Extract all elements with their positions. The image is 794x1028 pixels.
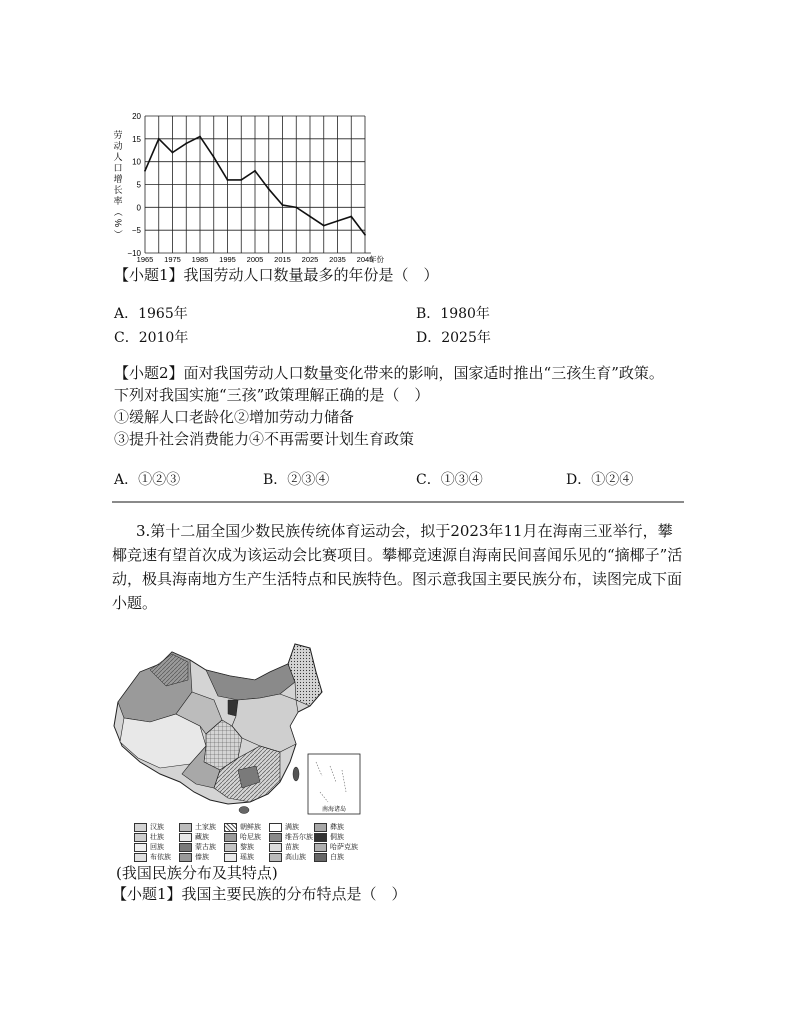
ethnic-map-svg xyxy=(110,642,372,817)
data-point xyxy=(309,216,311,218)
y-axis-label-char: 人 xyxy=(113,152,123,162)
y-axis-label-char: 劳 xyxy=(113,130,123,140)
legend-item xyxy=(314,822,344,832)
legend-label: 黎族 xyxy=(240,844,254,851)
x-tick-label: 1965 xyxy=(136,255,154,264)
legend-label: 维吾尔族 xyxy=(285,834,313,841)
inset-label: 南海诸岛 xyxy=(321,807,347,813)
legend-swatch xyxy=(134,843,147,852)
legend-item xyxy=(224,832,261,842)
legend-item xyxy=(179,842,216,852)
legend-swatch xyxy=(269,823,282,832)
data-point xyxy=(364,234,366,236)
data-point xyxy=(199,136,201,138)
y-axis-label-char: （ xyxy=(113,207,123,217)
legend-item xyxy=(269,852,306,862)
legend-label: 白族 xyxy=(330,854,344,861)
legend-swatch xyxy=(224,843,237,852)
legend-item xyxy=(134,852,171,862)
legend-label: 高山族 xyxy=(285,854,306,861)
data-point xyxy=(172,152,174,154)
data-point xyxy=(185,143,187,145)
y-tick-label: −5 xyxy=(131,226,141,236)
legend-label: 哈萨克族 xyxy=(330,844,358,851)
data-point xyxy=(282,204,284,206)
legend-label: 布依族 xyxy=(150,854,171,861)
legend-label: 回族 xyxy=(150,844,164,851)
q2-statement-2: ③提升社会消费能力④不再需要计划生育政策 xyxy=(114,430,415,448)
passage-text: 3.第十二届全国少数民族传统体育运动会，拟于2023年11月在海南三亚举行，攀椰竞速有望首次成为该运动会比赛项目。攀椰竞速源自海南民间喜闻乐见的“摘椰子”活动，极具海南地方生产生活特点和民族特色。图示意我国主要民族分布，读图完成下面小题。 xyxy=(112,522,683,612)
legend-label: 彝族 xyxy=(330,824,344,831)
legend-label: 壮族 xyxy=(150,834,164,841)
x-tick-label: 2015 xyxy=(274,255,291,264)
map-legend xyxy=(134,822,370,862)
legend-item xyxy=(269,842,299,852)
x-tick-label: 1975 xyxy=(164,255,181,264)
legend-label: 苗族 xyxy=(285,844,299,851)
legend-swatch xyxy=(269,853,282,862)
legend-swatch xyxy=(314,843,327,852)
x-axis-suffix: 年份 xyxy=(369,255,384,264)
legend-label: 哈尼族 xyxy=(240,834,261,841)
data-point xyxy=(350,216,352,218)
legend-item xyxy=(134,832,164,842)
ethnic-map xyxy=(110,642,372,862)
legend-item xyxy=(224,822,261,832)
legend-swatch xyxy=(179,823,192,832)
x-tick-label: 1995 xyxy=(219,255,236,264)
legend-label: 蒙古族 xyxy=(195,844,216,851)
y-axis-label-char: 口 xyxy=(113,163,123,173)
legend-swatch xyxy=(224,853,237,862)
data-point xyxy=(213,156,215,158)
q2-stem-line2: 下列对我国实施“三孩”政策理解正确的是（ ） xyxy=(114,386,430,404)
q3-stem: 【小题1】我国主要民族的分布特点是（ ） xyxy=(112,885,407,903)
legend-label: 汉族 xyxy=(150,824,164,831)
legend-swatch xyxy=(269,833,282,842)
data-point xyxy=(240,179,242,181)
data-point xyxy=(323,225,325,227)
map-caption: (我国民族分布及其特点) xyxy=(116,864,278,882)
south-china-sea-inset xyxy=(308,754,360,814)
legend-swatch xyxy=(314,853,327,862)
y-axis-label-char: 率 xyxy=(113,196,123,206)
y-tick-label: 10 xyxy=(132,157,141,167)
legend-label: 傣族 xyxy=(195,854,209,861)
y-axis-label-char: 动 xyxy=(113,141,123,151)
section-divider xyxy=(112,501,684,503)
y-tick-label: 5 xyxy=(136,180,141,190)
q1-option-c[interactable]: C．2010年 xyxy=(114,330,189,346)
legend-item xyxy=(314,842,358,852)
legend-swatch xyxy=(224,833,237,842)
q1-option-b[interactable]: B．1980年 xyxy=(416,306,490,322)
legend-swatch xyxy=(134,833,147,842)
x-tick-label: 2025 xyxy=(301,255,319,264)
legend-item xyxy=(314,832,344,842)
legend-label: 满族 xyxy=(285,824,299,831)
legend-swatch xyxy=(314,833,327,842)
q1-option-d[interactable]: D．2025年 xyxy=(416,330,491,346)
legend-swatch xyxy=(134,823,147,832)
x-tick-label: 2005 xyxy=(246,255,264,264)
data-point xyxy=(295,206,297,208)
q1-option-a[interactable]: A．1965年 xyxy=(114,306,188,322)
legend-item xyxy=(179,822,216,832)
legend-item xyxy=(224,842,254,852)
y-tick-label: 0 xyxy=(136,203,141,213)
legend-item xyxy=(179,832,209,842)
q2-option-b[interactable]: B．②③④ xyxy=(263,472,330,488)
legend-swatch xyxy=(314,823,327,832)
legend-item xyxy=(224,852,254,862)
data-point xyxy=(227,179,229,181)
data-point xyxy=(254,170,256,172)
x-tick-label: 2045 xyxy=(356,255,374,264)
x-tick-label: 1985 xyxy=(191,255,209,264)
y-axis-label-char: % xyxy=(113,218,123,228)
y-tick-label: −10 xyxy=(127,249,141,258)
legend-swatch xyxy=(179,843,192,852)
q2-stem-line1: 【小题2】面对我国劳动人口数量变化带来的影响，国家适时推出“三孩生育”政策。 xyxy=(114,364,664,382)
legend-swatch xyxy=(134,853,147,862)
data-point xyxy=(158,138,160,140)
q2-statement-1: ①缓解人口老龄化②增加劳动力储备 xyxy=(114,408,355,426)
y-axis-label-char: 长 xyxy=(113,185,123,195)
legend-swatch xyxy=(269,843,282,852)
chart-svg xyxy=(100,108,410,268)
q2-option-d[interactable]: D．①②④ xyxy=(566,472,634,488)
legend-label: 朝鲜族 xyxy=(240,824,261,831)
y-axis-label-char: ） xyxy=(113,229,123,239)
q1-stem: 【小题1】我国劳动人口数量最多的年份是（ ） xyxy=(114,266,439,284)
data-point xyxy=(144,170,146,172)
legend-item xyxy=(134,822,164,832)
legend-item xyxy=(269,822,299,832)
y-tick-label: 20 xyxy=(132,112,141,121)
legend-item xyxy=(179,852,209,862)
data-point xyxy=(337,220,339,222)
x-tick-label: 2035 xyxy=(329,255,346,264)
legend-label: 侗族 xyxy=(330,834,344,841)
legend-label: 土家族 xyxy=(195,824,216,831)
legend-item xyxy=(269,832,313,842)
q2-option-a[interactable]: A．①②③ xyxy=(114,472,181,488)
legend-label: 藏族 xyxy=(195,834,209,841)
data-point xyxy=(268,188,270,190)
legend-item xyxy=(314,852,344,862)
y-axis-label-char: 增 xyxy=(113,174,123,184)
legend-swatch xyxy=(179,853,192,862)
legend-label: 瑶族 xyxy=(240,854,254,861)
legend-swatch xyxy=(179,833,192,842)
y-tick-label: 15 xyxy=(132,134,141,144)
legend-item xyxy=(134,842,164,852)
q2-option-c[interactable]: C．①③④ xyxy=(416,472,483,488)
labor-growth-chart xyxy=(100,108,410,268)
legend-swatch xyxy=(224,823,237,832)
